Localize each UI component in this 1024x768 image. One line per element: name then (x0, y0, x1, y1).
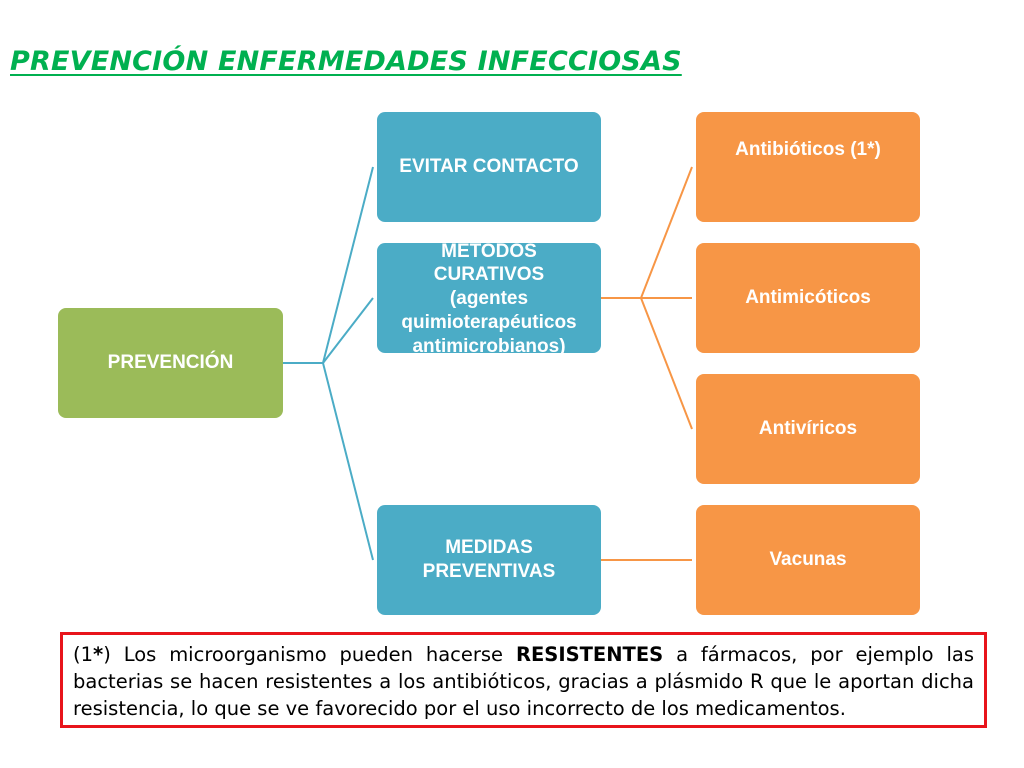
node-metodos-heading: MÉTODOS CURATIVOS (433, 240, 545, 286)
node-medidas-line1: MEDIDAS (445, 537, 533, 559)
resistance-note (60, 632, 987, 728)
node-antimicoticos (696, 243, 920, 353)
node-evitar-contacto (377, 112, 601, 222)
connector-root-medidas (283, 363, 373, 560)
note-part1: ) Los microorganismo pueden hacerse (103, 643, 516, 666)
node-metodos-line2: quimioterapéuticos (401, 311, 577, 333)
node-antiviricos-label: Antivíricos (758, 418, 858, 440)
node-prevencion-label: PREVENCIÓN (107, 352, 234, 374)
note-star: * (93, 643, 104, 666)
node-vacunas-label: Vacunas (769, 549, 847, 571)
note-emphasis: RESISTENTES (515, 643, 664, 666)
node-antiviricos (696, 374, 920, 484)
connector-metodos-antibioticos (601, 167, 692, 298)
note-prefix: (1 (73, 643, 94, 666)
node-metodos-curativos (377, 240, 601, 357)
note-part2: a fármacos, por ejemplo las bacterias se hacen resistentes a los antibióticos, gracias a plásmido R que le aportan dicha resistencia, lo que se ve favorecido por el uso incorrecto de los medicamentos. (73, 643, 974, 720)
connector-root-metodos (283, 298, 373, 363)
node-medidas-line2: PREVENTIVAS (422, 561, 556, 582)
connector-metodos-antiviricos (601, 298, 692, 429)
node-antibioticos-label: Antibióticos (1*) (735, 139, 881, 160)
node-evitar-contacto-label: EVITAR CONTACTO (399, 156, 579, 178)
connector-root-evitar (283, 167, 373, 363)
node-medidas-preventivas (377, 505, 601, 615)
node-metodos-line1: (agentes (449, 288, 529, 310)
node-antibioticos (696, 112, 920, 222)
node-metodos-curativos-text (385, 240, 593, 359)
node-antimicoticos-label: Antimicóticos (745, 287, 871, 309)
page-title: PREVENCIÓN ENFERMEDADES INFECCIOSAS (10, 46, 682, 77)
node-vacunas (696, 505, 920, 615)
node-metodos-line3: antimicrobianos) (412, 335, 566, 357)
node-prevencion (58, 308, 283, 418)
node-medidas-text (423, 536, 556, 584)
